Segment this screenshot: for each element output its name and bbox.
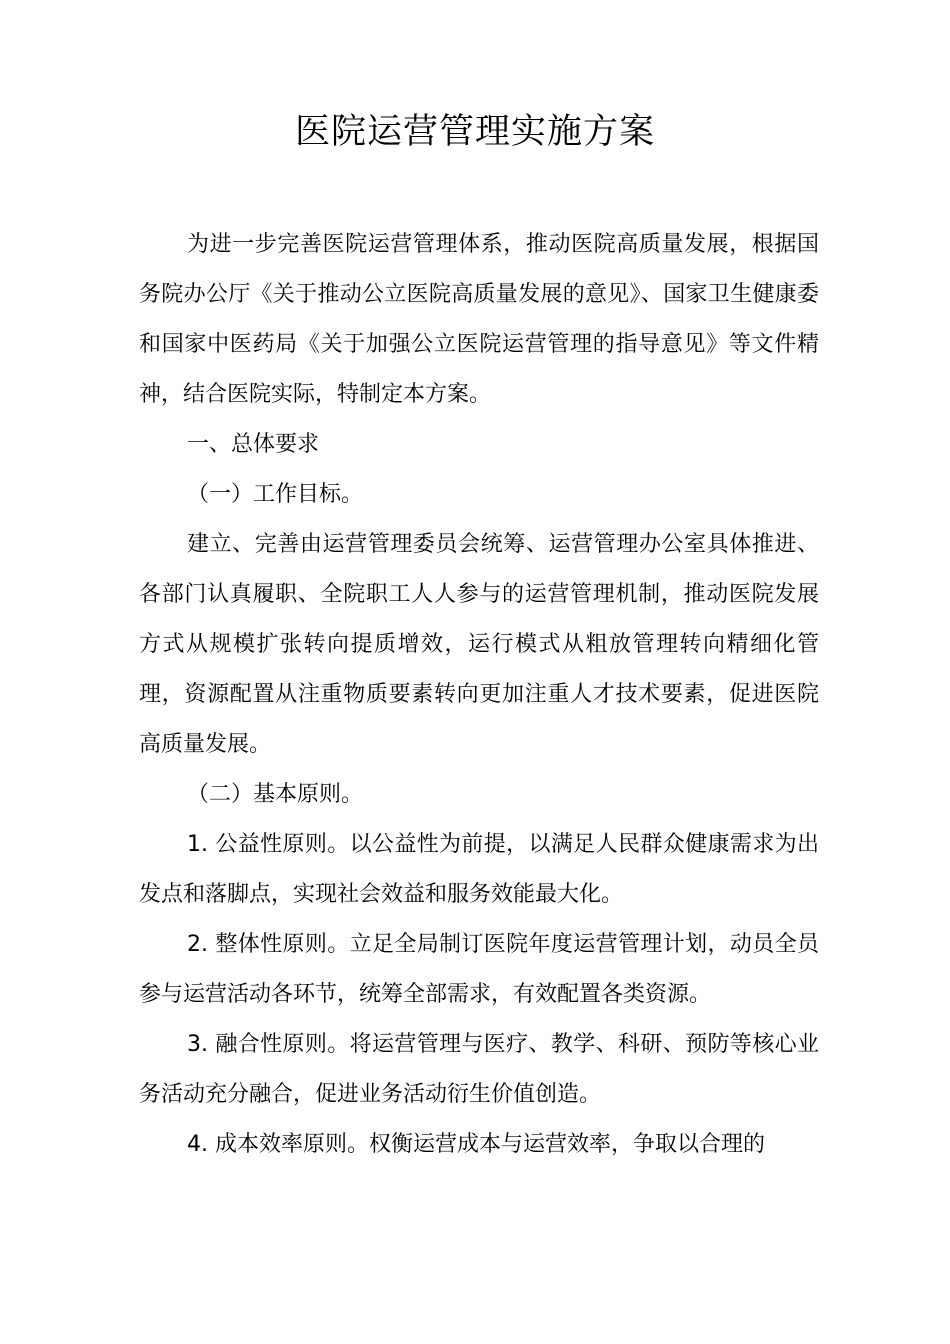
document-title: 医院运营管理实施方案 bbox=[294, 112, 655, 152]
section-heading: 一、总体要求 bbox=[187, 432, 320, 457]
principle-item: 1. 公益性原则。以公益性为前提，以满足人民群众健康需求为出发点和落脚点，实现社会效益和服务效能最大化。 bbox=[139, 832, 819, 907]
subsection-heading: （二）基本原则。 bbox=[187, 782, 364, 807]
principle-item: 4. 成本效率原则。权衡运营成本与运营效率，争取以合理的 bbox=[187, 1132, 765, 1157]
subsection-heading: （一）工作目标。 bbox=[187, 482, 364, 507]
body-paragraph: 建立、完善由运营管理委员会统筹、运营管理办公室具体推进、各部门认真履职、全院职工人人参与的运营管理机制，推动医院发展方式从规模扩张转向提质增效，运行模式从粗放管理转向精细化管理，资源配置从注重物质要素转向更加注重人才技术要素，促进医院高质量发展。 bbox=[139, 532, 819, 757]
principle-item: 3. 融合性原则。将运营管理与医疗、教学、科研、预防等核心业务活动充分融合，促进业务活动衍生价值创造。 bbox=[139, 1032, 819, 1107]
principle-item: 2. 整体性原则。立足全局制订医院年度运营管理计划，动员全员参与运营活动各环节，统筹全部需求，有效配置各类资源。 bbox=[139, 932, 819, 1007]
document-body bbox=[139, 220, 819, 1170]
intro-paragraph: 为进一步完善医院运营管理体系，推动医院高质量发展，根据国务院办公厅《关于推动公立医院高质量发展的意见》、国家卫生健康委和国家中医药局《关于加强公立医院运营管理的指导意见》等文件精神，结合医院实际，特制定本方案。 bbox=[139, 232, 819, 407]
